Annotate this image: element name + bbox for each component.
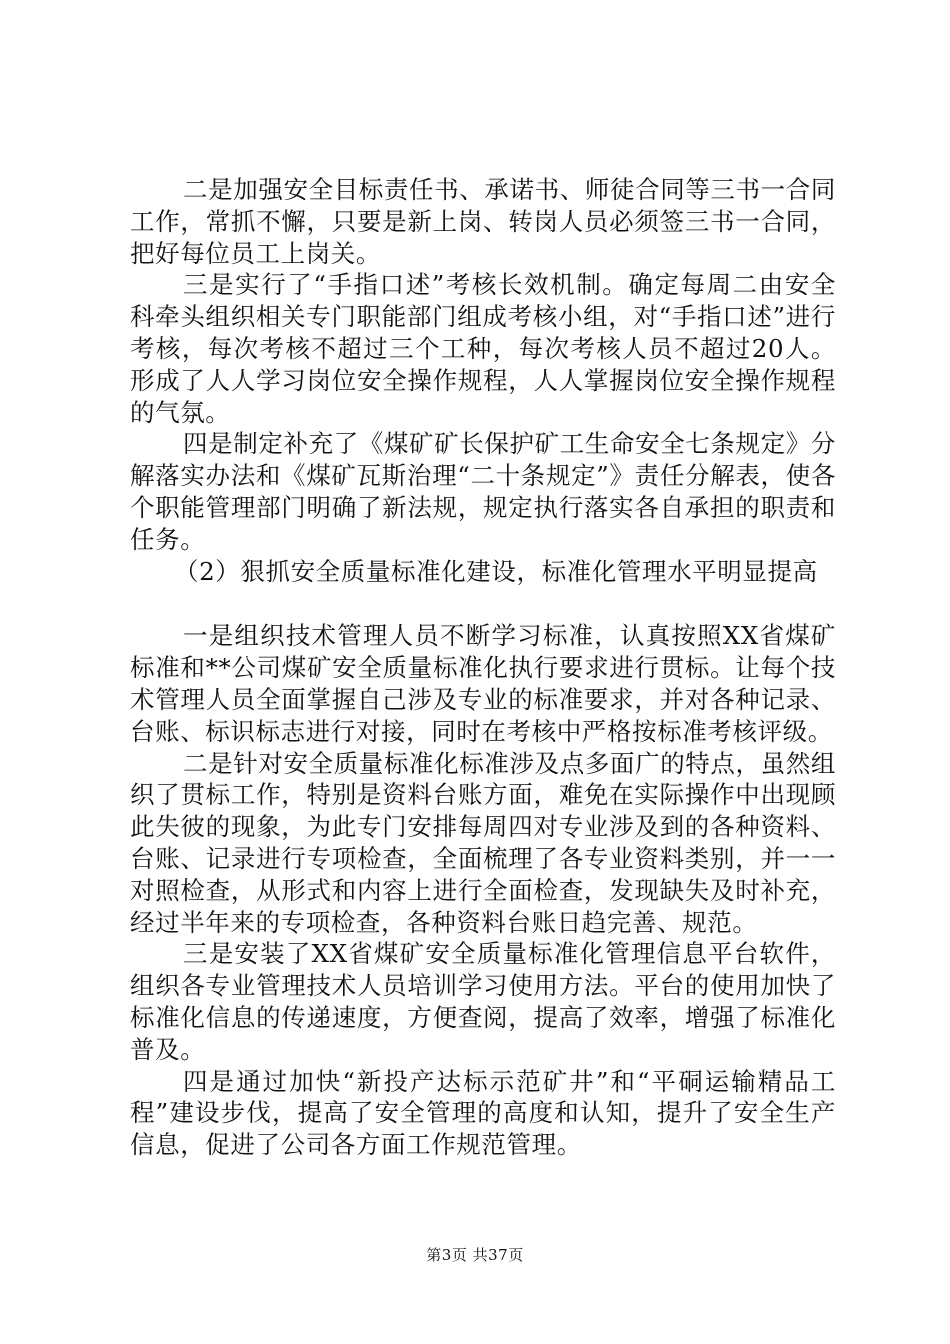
paragraph-standard-3: 三是安装了XX省煤矿安全质量标准化管理信息平台软件，组织各专业管理技术人员培训学习使用方法。平台的使用加快了标准化信息的传递速度，方便查阅，提高了效率，增强了标准化普及。 — [130, 939, 836, 1064]
paragraph-item-4: 四是制定补充了《煤矿矿长保护矿工生命安全七条规定》分解落实办法和《煤矿瓦斯治理“二十条规定”》责任分解表，使各个职能管理部门明确了新法规，规定执行落实各自承担的职责和任务。 — [130, 429, 836, 554]
section-heading: （2）狠抓安全质量标准化建设，标准化管理水平明显提高 — [174, 556, 818, 586]
paragraph-item-3: 三是实行了“手指口述”考核长效机制。确定每周二由安全科牵头组织相关专门职能部门组成考核小组，对“手指口述”进行考核，每次考核不超过三个工种，每次考核人员不超过20人。形成了人人学习岗位安全操作规程，人人掌握岗位安全操作规程的气氛。 — [130, 270, 836, 427]
paragraph-standard-1: 一是组织技术管理人员不断学习标准，认真按照XX省煤矿标准和**公司煤矿安全质量标准化执行要求进行贯标。让每个技术管理人员全面掌握自己涉及专业的标准要求，并对各种记录、台账、标识标志进行对接，同时在考核中严格按标准考核评级。 — [130, 621, 836, 746]
paragraph-standard-2: 二是针对安全质量标准化标准涉及点多面广的特点，虽然组织了贯标工作，特别是资料台账方面，难免在实际操作中出现顾此失彼的现象，为此专门安排每周四对专业涉及到的各种资料、台账、记录进行专项检查，全面梳理了各专业资料类别，并一一对照检查，从形式和内容上进行全面检查，发现缺失及时补充，经过半年来的专项检查，各种资料台账日趋完善、规范。 — [130, 748, 836, 937]
document-body — [130, 174, 836, 1161]
paragraph-standard-4: 四是通过加快“新投产达标示范矿井”和“平硐运输精品工程”建设步伐，提高了安全管理的高度和认知，提升了安全生产信息，促进了公司各方面工作规范管理。 — [130, 1066, 836, 1160]
page-number-footer: 第3页 共37页 — [426, 1246, 524, 1264]
paragraph-item-2: 二是加强安全目标责任书、承诺书、师徒合同等三书一合同工作，常抓不懈，只要是新上岗、转岗人员必须签三书一合同，把好每位员工上岗关。 — [130, 175, 836, 268]
